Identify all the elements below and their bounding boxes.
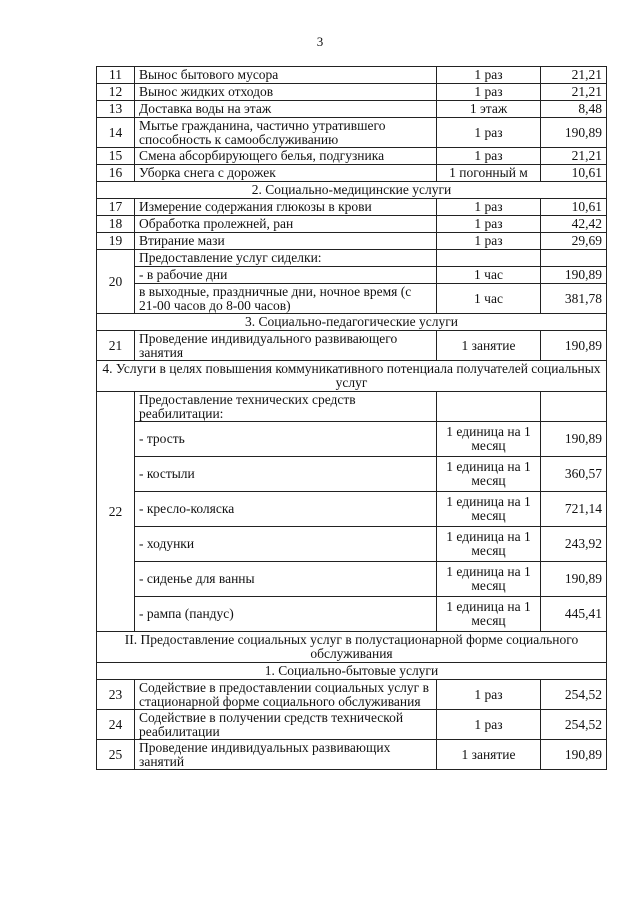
sub-item-name: - сиденье для ванны	[135, 562, 437, 597]
sub-item-unit: 1 единица на 1 месяц	[437, 597, 541, 632]
service-name: Смена абсорбирующего белья, подгузника	[135, 148, 437, 165]
unit: 1 раз	[437, 67, 541, 84]
sub-item-price: 243,92	[541, 527, 607, 562]
section-title: II. Предоставление социальных услуг в полустационарной форме социального обслуживания	[97, 632, 607, 663]
sub-item-name: - костыли	[135, 457, 437, 492]
unit: 1 раз	[437, 118, 541, 148]
unit: 1 занятие	[437, 740, 541, 770]
price: 42,42	[541, 216, 607, 233]
section-header-row	[97, 314, 607, 331]
sub-item-price: 381,78	[541, 284, 607, 314]
price: 254,52	[541, 680, 607, 710]
section-title: 2. Социально-медицинские услуги	[97, 182, 607, 199]
service-name: Содействие в получении средств технической реабилитации	[135, 710, 437, 740]
page-number: 3	[316, 34, 324, 49]
service-name: Уборка снега с дорожек	[135, 165, 437, 182]
section-header-row	[97, 632, 607, 663]
row-number: 12	[97, 84, 135, 101]
sub-item-name: - ходунки	[135, 527, 437, 562]
price: 21,21	[541, 67, 607, 84]
price: 21,21	[541, 148, 607, 165]
row-number: 21	[97, 331, 135, 361]
section-header-row	[97, 663, 607, 680]
group-title: Предоставление технических средств реабилитации:	[135, 392, 437, 422]
unit: 1 раз	[437, 199, 541, 216]
row-number: 25	[97, 740, 135, 770]
price-empty	[541, 250, 607, 267]
sub-item-unit: 1 единица на 1 месяц	[437, 422, 541, 457]
unit: 1 раз	[437, 84, 541, 101]
table-row	[97, 216, 607, 233]
sub-item-name: - в рабочие дни	[135, 267, 437, 284]
price: 29,69	[541, 233, 607, 250]
sub-item-price: 360,57	[541, 457, 607, 492]
row-number: 22	[97, 392, 135, 632]
service-name: Проведение индивидуальных развивающих занятий	[135, 740, 437, 770]
unit: 1 раз	[437, 710, 541, 740]
price: 21,21	[541, 84, 607, 101]
row-number: 18	[97, 216, 135, 233]
table-row	[97, 101, 607, 118]
sub-item-row	[97, 562, 607, 597]
sub-item-price: 721,14	[541, 492, 607, 527]
table-row	[97, 148, 607, 165]
service-name: Измерение содержания глюкозы в крови	[135, 199, 437, 216]
sub-item-price: 190,89	[541, 562, 607, 597]
sub-item-unit: 1 единица на 1 месяц	[437, 492, 541, 527]
price: 10,61	[541, 199, 607, 216]
group-header-row	[97, 250, 607, 267]
sub-item-row	[97, 457, 607, 492]
service-name: Втирание мази	[135, 233, 437, 250]
table-row	[97, 118, 607, 148]
table-row	[97, 740, 607, 770]
sub-item-unit: 1 час	[437, 284, 541, 314]
row-number: 24	[97, 710, 135, 740]
sub-item-name: в выходные, праздничные дни, ночное время (с 21-00 часов до 8-00 часов)	[135, 284, 437, 314]
table-row	[97, 680, 607, 710]
price: 190,89	[541, 740, 607, 770]
row-number: 20	[97, 250, 135, 314]
row-number: 13	[97, 101, 135, 118]
unit: 1 раз	[437, 233, 541, 250]
service-name: Обработка пролежней, ран	[135, 216, 437, 233]
price: 190,89	[541, 118, 607, 148]
price-empty	[541, 392, 607, 422]
row-number: 19	[97, 233, 135, 250]
unit: 1 погонный м	[437, 165, 541, 182]
row-number: 23	[97, 680, 135, 710]
unit: 1 этаж	[437, 101, 541, 118]
section-title: 3. Социально-педагогические услуги	[97, 314, 607, 331]
unit-empty	[437, 392, 541, 422]
table-row	[97, 710, 607, 740]
section-title: 4. Услуги в целях повышения коммуникативного потенциала получателей социальных услуг	[97, 361, 607, 392]
services-price-table	[96, 66, 607, 770]
row-number: 16	[97, 165, 135, 182]
group-title: Предоставление услуг сиделки:	[135, 250, 437, 267]
section-header-row	[97, 182, 607, 199]
sub-item-name: - трость	[135, 422, 437, 457]
row-number: 15	[97, 148, 135, 165]
table-row	[97, 331, 607, 361]
row-number: 17	[97, 199, 135, 216]
sub-item-unit: 1 час	[437, 267, 541, 284]
sub-item-row	[97, 597, 607, 632]
service-name: Проведение индивидуального развивающего занятия	[135, 331, 437, 361]
sub-item-row	[97, 267, 607, 284]
section-title: 1. Социально-бытовые услуги	[97, 663, 607, 680]
sub-item-unit: 1 единица на 1 месяц	[437, 562, 541, 597]
table-row	[97, 84, 607, 101]
unit: 1 раз	[437, 680, 541, 710]
unit-empty	[437, 250, 541, 267]
sub-item-price: 190,89	[541, 267, 607, 284]
group-header-row	[97, 392, 607, 422]
table-row	[97, 199, 607, 216]
service-name: Вынос жидких отходов	[135, 84, 437, 101]
unit: 1 занятие	[437, 331, 541, 361]
price: 8,48	[541, 101, 607, 118]
sub-item-row	[97, 492, 607, 527]
sub-item-row	[97, 422, 607, 457]
service-name: Вынос бытового мусора	[135, 67, 437, 84]
table-row	[97, 165, 607, 182]
service-name: Доставка воды на этаж	[135, 101, 437, 118]
price: 10,61	[541, 165, 607, 182]
price: 254,52	[541, 710, 607, 740]
sub-item-unit: 1 единица на 1 месяц	[437, 527, 541, 562]
service-name: Содействие в предоставлении социальных услуг в стационарной форме социального обслуживания	[135, 680, 437, 710]
section-header-row	[97, 361, 607, 392]
unit: 1 раз	[437, 148, 541, 165]
sub-item-unit: 1 единица на 1 месяц	[437, 457, 541, 492]
row-number: 11	[97, 67, 135, 84]
unit: 1 раз	[437, 216, 541, 233]
sub-item-row	[97, 284, 607, 314]
price: 190,89	[541, 331, 607, 361]
row-number: 14	[97, 118, 135, 148]
sub-item-name: - кресло-коляска	[135, 492, 437, 527]
sub-item-price: 445,41	[541, 597, 607, 632]
service-name: Мытье гражданина, частично утратившего способность к самообслуживанию	[135, 118, 437, 148]
table-row	[97, 67, 607, 84]
table-row	[97, 233, 607, 250]
sub-item-price: 190,89	[541, 422, 607, 457]
sub-item-row	[97, 527, 607, 562]
sub-item-name: - рампа (пандус)	[135, 597, 437, 632]
